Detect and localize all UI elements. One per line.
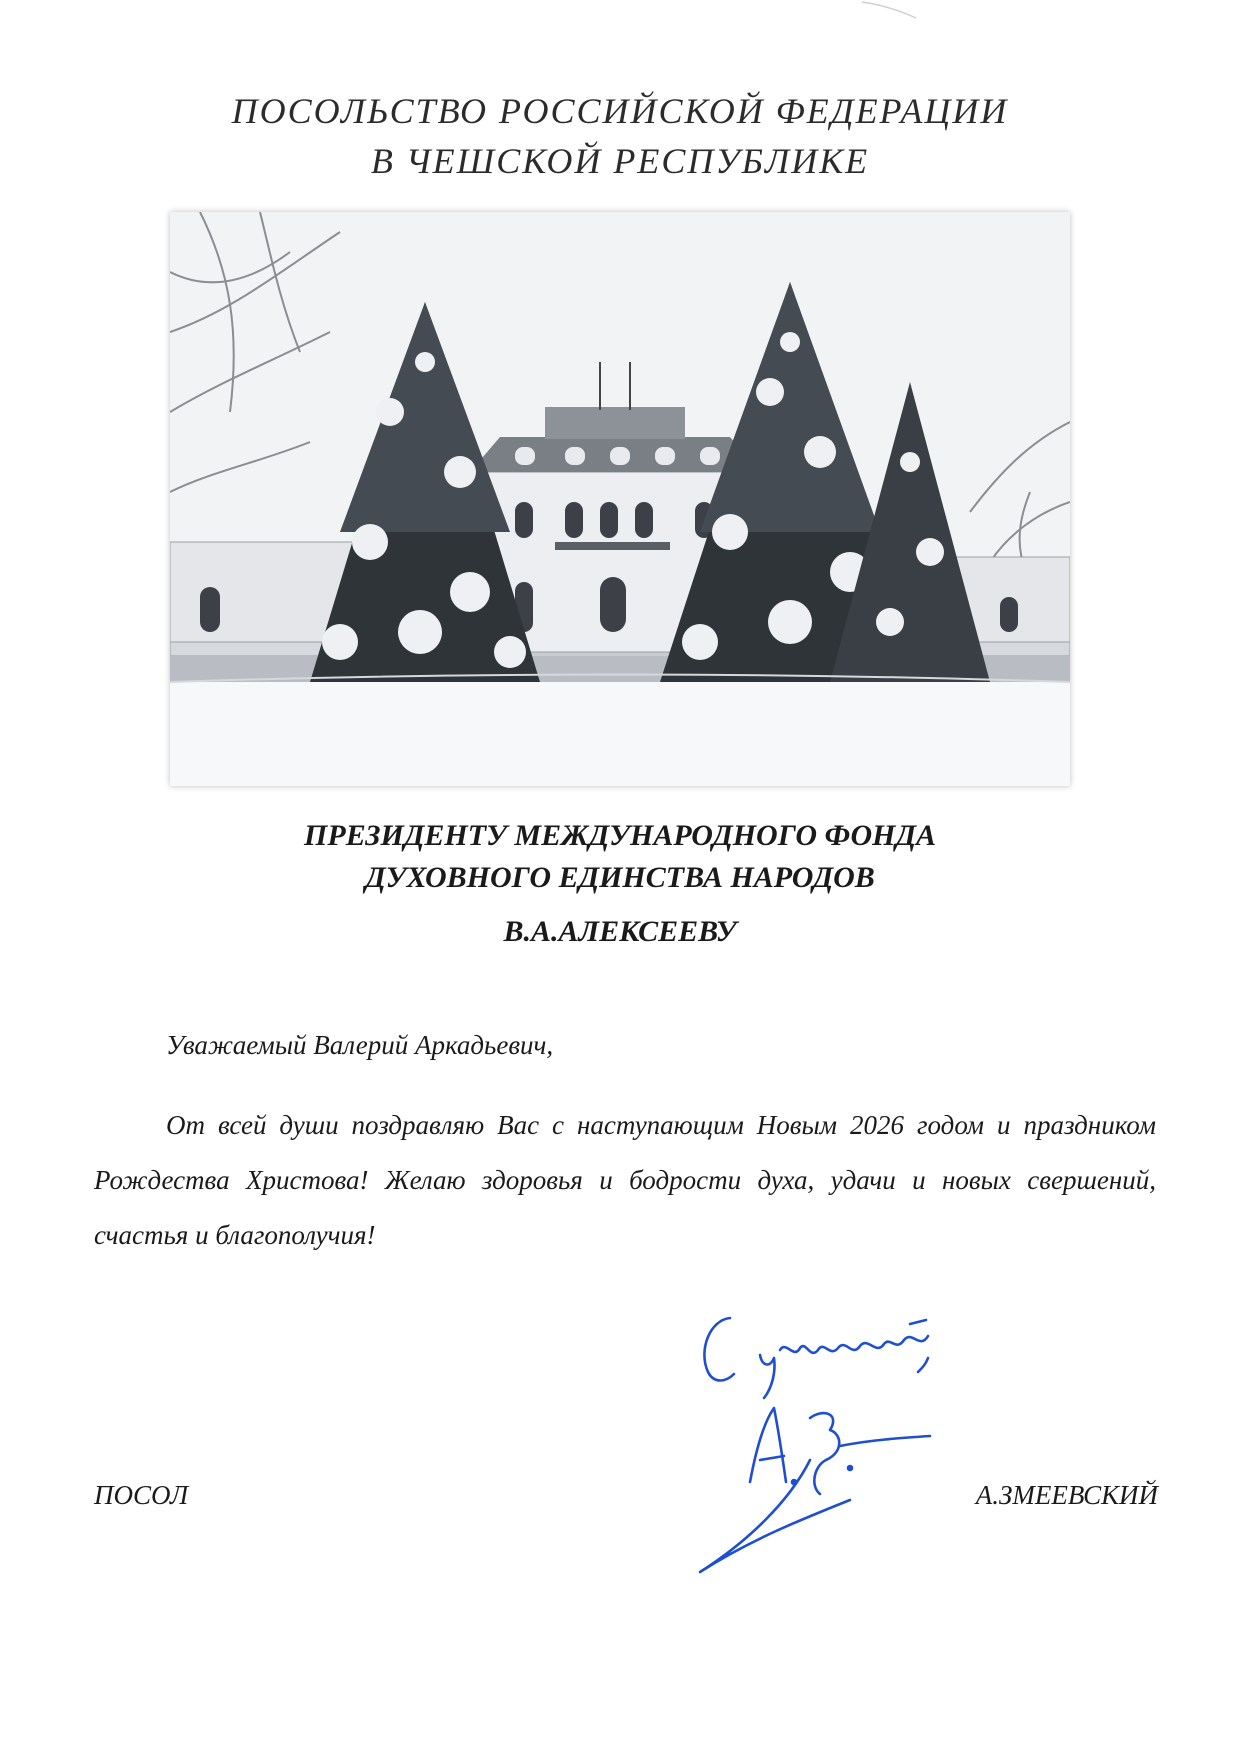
letterhead-line-2: В ЧЕШСКОЙ РЕСПУБЛИКЕ (370, 141, 870, 181)
letterhead (0, 86, 1240, 186)
scan-corner-mark (860, 0, 920, 20)
salutation: Уважаемый Валерий Аркадьевич, (166, 1030, 554, 1060)
embassy-winter-photo (170, 212, 1070, 786)
handwritten-signature (690, 1310, 1050, 1580)
letterhead-line-1: ПОСОЛЬСТВО РОССИЙСКОЙ ФЕДЕРАЦИИ (231, 91, 1009, 131)
addressee-line-2: ДУХОВНОГО ЕДИНСТВА НАРОДОВ (365, 861, 875, 894)
letter-body: От всей души поздравляю Вас с наступающим Новым 2026 годом и праздником Рождества Христова! Желаю здоровья и бодрости духа, удачи и новых свершений, счастья и благополучия! (94, 1110, 1156, 1250)
signer-position: ПОСОЛ (94, 1480, 189, 1510)
addressee-line-1: ПРЕЗИДЕНТУ МЕЖДУНАРОДНОГО ФОНДА (304, 819, 936, 852)
addressee-name: В.А.АЛЕКСЕЕВУ (503, 915, 737, 948)
signer-name: А.ЗМЕЕВСКИЙ (975, 1480, 1158, 1510)
addressee-block (0, 815, 1240, 953)
